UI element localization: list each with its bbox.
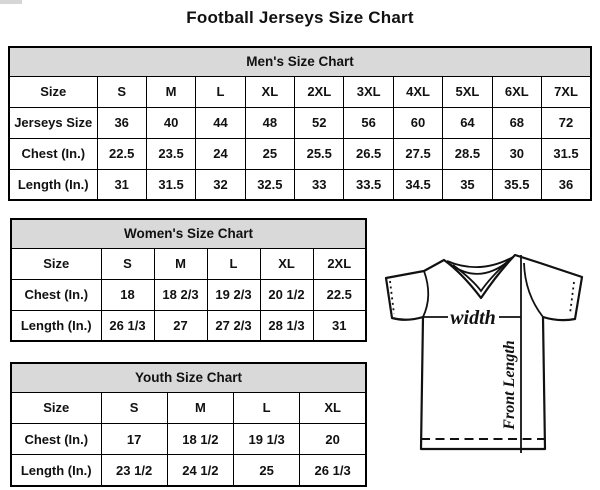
mens-data-cell: 36 xyxy=(97,107,146,138)
mens-col-header: 4XL xyxy=(393,76,442,107)
womens-col-header: M xyxy=(154,248,207,279)
youth-data-cell: 24 1/2 xyxy=(167,455,233,486)
mens-data-cell: 30 xyxy=(492,138,541,169)
womens-data-cell: 26 1/3 xyxy=(101,310,154,341)
youth-size-chart-table xyxy=(10,362,367,487)
youth-col-header: S xyxy=(101,392,167,423)
youth-row-label: Length (In.) xyxy=(11,455,101,486)
mens-row-label: Jerseys Size xyxy=(9,107,97,138)
mens-data-cell: 40 xyxy=(146,107,195,138)
womens-data-cell: 31 xyxy=(313,310,366,341)
youth-data-cell: 19 1/3 xyxy=(234,423,300,454)
youth-chart-title: Youth Size Chart xyxy=(11,363,366,392)
youth-table xyxy=(10,362,367,487)
youth-col-header: L xyxy=(234,392,300,423)
womens-col-header: XL xyxy=(260,248,313,279)
mens-col-header: S xyxy=(97,76,146,107)
mens-data-cell: 68 xyxy=(492,107,541,138)
mens-data-cell: 34.5 xyxy=(393,169,442,200)
mens-data-cell: 24 xyxy=(196,138,245,169)
youth-data-cell: 17 xyxy=(101,423,167,454)
mens-data-cell: 35.5 xyxy=(492,169,541,200)
mens-data-cell: 32 xyxy=(196,169,245,200)
youth-data-cell: 18 1/2 xyxy=(167,423,233,454)
mens-data-cell: 48 xyxy=(245,107,294,138)
mens-row-label: Length (In.) xyxy=(9,169,97,200)
mens-row-label: Chest (In.) xyxy=(9,138,97,169)
womens-row-label: Length (In.) xyxy=(11,310,101,341)
womens-data-cell: 18 2/3 xyxy=(154,279,207,310)
mens-data-cell: 35 xyxy=(443,169,492,200)
mens-col-header: M xyxy=(146,76,195,107)
womens-col-header: L xyxy=(207,248,260,279)
mens-col-header: 3XL xyxy=(344,76,393,107)
youth-data-cell: 26 1/3 xyxy=(300,455,366,486)
mens-data-cell: 60 xyxy=(393,107,442,138)
womens-size-row-label: Size xyxy=(11,248,101,279)
mens-data-cell: 32.5 xyxy=(245,169,294,200)
mens-data-cell: 72 xyxy=(542,107,591,138)
youth-size-row-label: Size xyxy=(11,392,101,423)
mens-data-cell: 22.5 xyxy=(97,138,146,169)
youth-data-cell: 23 1/2 xyxy=(101,455,167,486)
mens-col-header: 5XL xyxy=(443,76,492,107)
mens-data-cell: 27.5 xyxy=(393,138,442,169)
womens-data-cell: 18 xyxy=(101,279,154,310)
mens-col-header: 2XL xyxy=(295,76,344,107)
womens-table xyxy=(10,218,367,342)
womens-data-cell: 20 1/2 xyxy=(260,279,313,310)
mens-data-cell: 44 xyxy=(196,107,245,138)
mens-data-cell: 33 xyxy=(295,169,344,200)
youth-col-header: M xyxy=(167,392,233,423)
jersey-measurement-diagram xyxy=(374,246,592,470)
mens-col-header: XL xyxy=(245,76,294,107)
mens-size-chart-table xyxy=(8,46,592,200)
jersey-diagram-svg xyxy=(374,246,592,470)
width-label: width xyxy=(450,307,496,329)
womens-data-cell: 27 2/3 xyxy=(207,310,260,341)
mens-data-cell: 56 xyxy=(344,107,393,138)
mens-data-cell: 31.5 xyxy=(542,138,591,169)
youth-data-cell: 25 xyxy=(234,455,300,486)
mens-data-cell: 26.5 xyxy=(344,138,393,169)
youth-col-header: XL xyxy=(300,392,366,423)
jersey-outline xyxy=(386,255,582,449)
mens-table xyxy=(8,46,592,201)
mens-col-header: 7XL xyxy=(542,76,591,107)
front-length-label: Front Length xyxy=(501,340,518,430)
youth-row-label: Chest (In.) xyxy=(11,423,101,454)
youth-data-cell: 20 xyxy=(300,423,366,454)
mens-data-cell: 25.5 xyxy=(295,138,344,169)
mens-data-cell: 31.5 xyxy=(146,169,195,200)
womens-row-label: Chest (In.) xyxy=(11,279,101,310)
screenshot-artifact xyxy=(0,0,22,4)
mens-data-cell: 25 xyxy=(245,138,294,169)
womens-data-cell: 19 2/3 xyxy=(207,279,260,310)
mens-data-cell: 31 xyxy=(97,169,146,200)
mens-chart-title: Men's Size Chart xyxy=(9,47,591,76)
womens-data-cell: 22.5 xyxy=(313,279,366,310)
mens-size-row-label: Size xyxy=(9,76,97,107)
womens-data-cell: 27 xyxy=(154,310,207,341)
mens-data-cell: 33.5 xyxy=(344,169,393,200)
womens-col-header: 2XL xyxy=(313,248,366,279)
mens-data-cell: 52 xyxy=(295,107,344,138)
mens-data-cell: 36 xyxy=(542,169,591,200)
mens-data-cell: 64 xyxy=(443,107,492,138)
womens-size-chart-table xyxy=(10,218,367,342)
page-title: Football Jerseys Size Chart xyxy=(186,8,414,27)
mens-col-header: 6XL xyxy=(492,76,541,107)
womens-chart-title: Women's Size Chart xyxy=(11,219,366,248)
womens-data-cell: 28 1/3 xyxy=(260,310,313,341)
mens-data-cell: 23.5 xyxy=(146,138,195,169)
mens-col-header: L xyxy=(196,76,245,107)
womens-col-header: S xyxy=(101,248,154,279)
mens-data-cell: 28.5 xyxy=(443,138,492,169)
